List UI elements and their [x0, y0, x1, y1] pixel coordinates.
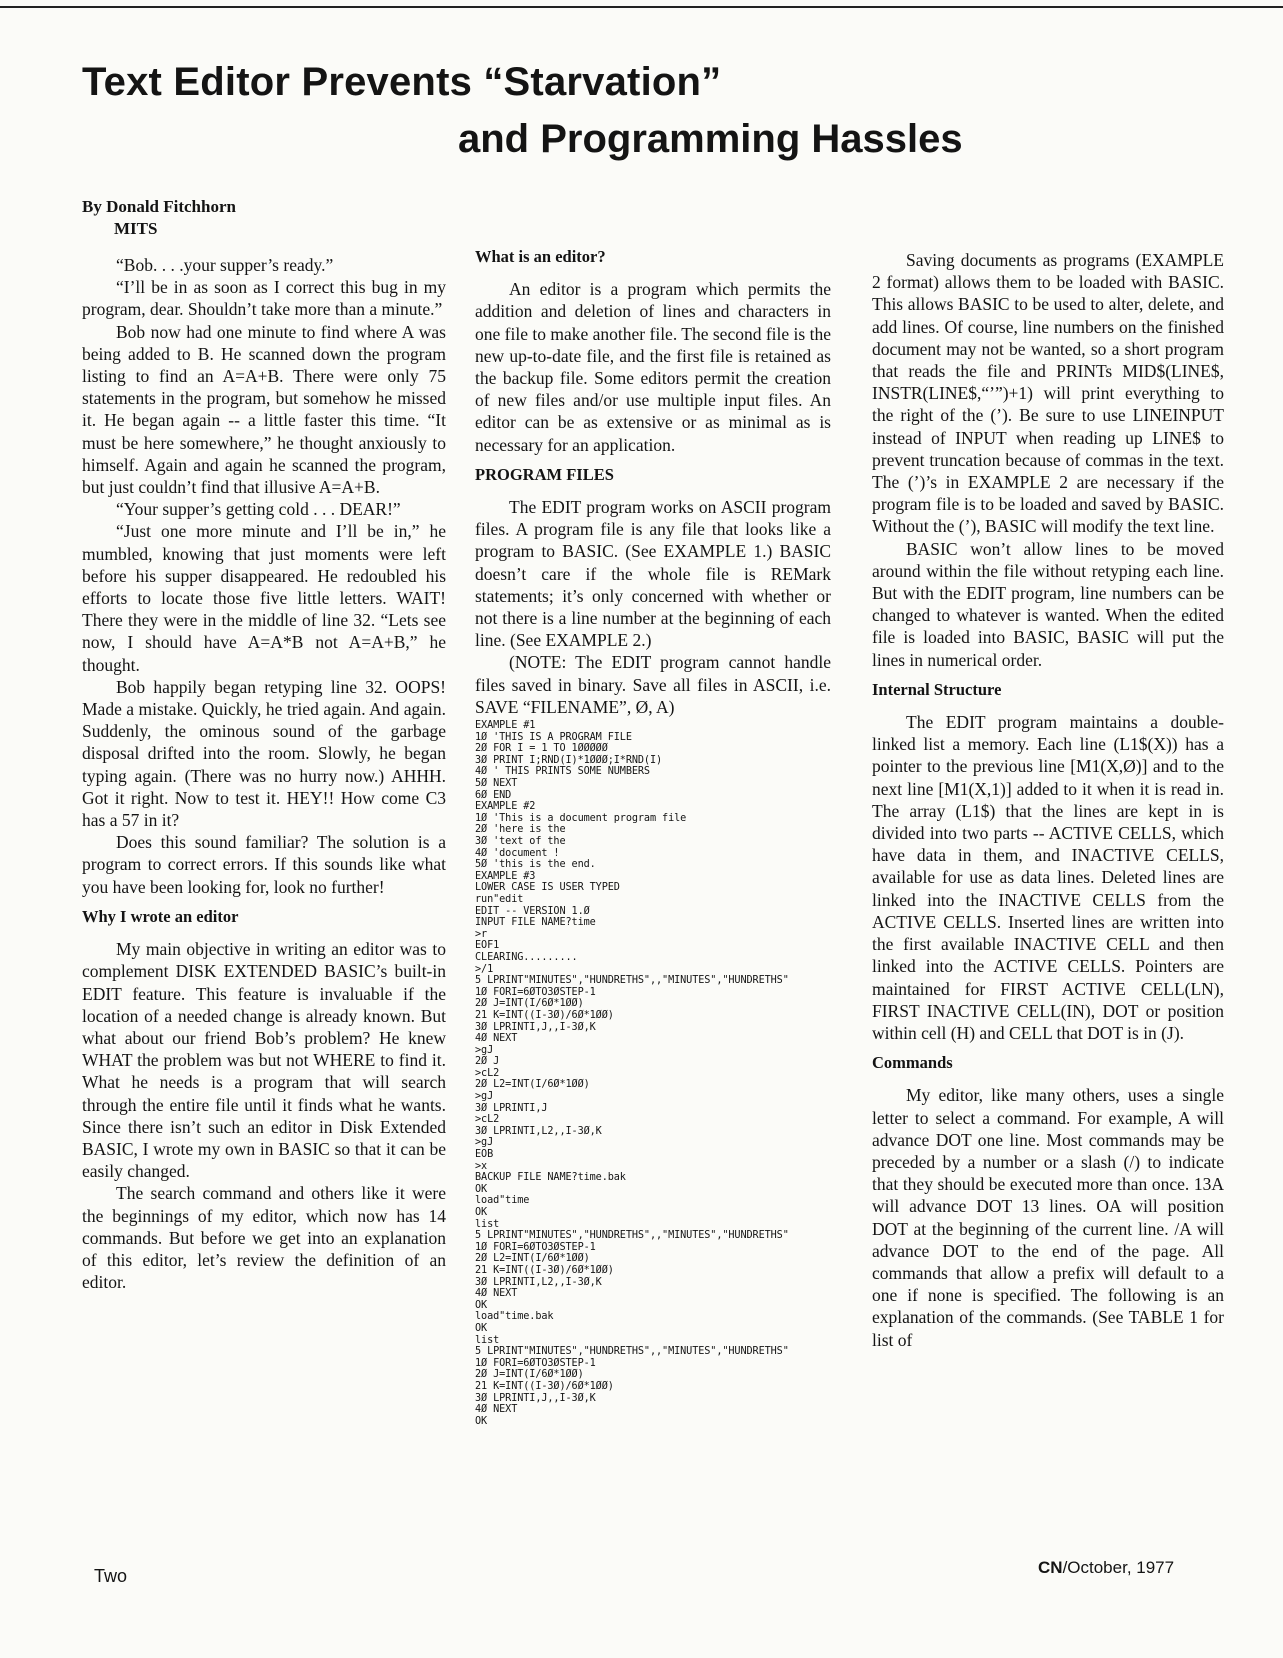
- paragraph: BASIC won’t allow lines to be moved around within the file without retyping each line. But with the EDIT program, line numbers can be changed to whatever is wanted. When the edited file is loaded into BASIC, BASIC will put the lines in numerical order.: [872, 538, 1224, 670]
- paragraph: Bob happily began retyping line 32. OOPS! Made a mistake. Quickly, he tried again. And again. Suddenly, the ominous sound of the garbage disposal drifted into the room. Slowly, he began typing again. (There was no hurry now.) AHHH. Got it right. Now to test it. HEY!! How come C3 has a 57 in it?: [82, 676, 446, 831]
- article-title-line-2: and Programming Hassles: [458, 117, 963, 161]
- column-1: [82, 254, 446, 1293]
- code-listing-examples: EXAMPLE #1 1Ø 'THIS IS A PROGRAM FILE 2Ø FOR I = 1 TO 1ØØØØØ 3Ø PRINT I;RND(I)*1ØØØ;I*RND(I) 4Ø ' THIS PRINTS SOME NUMBERS 5Ø NEXT 6Ø END EXAMPLE #2 1Ø 'This is a document program file 2Ø 'here is the 3Ø 'text of the 4Ø 'document ! 5Ø 'this is the end. EXAMPLE #3 LOWER CASE IS USER TYPED run"edit EDIT -- VERSION 1.Ø INPUT FILE NAME?time >r EOF1 CLEARING......... >/1 5 LPRINT"MINUTES","HUNDRETHS",,"MINUTES","HUNDRETHS" 1Ø FORI=6ØTO3ØSTEP-1 2Ø J=INT(I/6Ø*1ØØ) 21 K=INT((I-3Ø)/6Ø*1ØØ) 3Ø LPRINTI,J,,I-3Ø,K 4Ø NEXT >gJ 2Ø J >cL2 2Ø L2=INT(I/6Ø*1ØØ) >gJ 3Ø LPRINTI,J >cL2 3Ø LPRINTI,L2,,I-3Ø,K >gJ EOB >x BACKUP FILE NAME?time.bak OK load"time OK list 5 LPRINT"MINUTES","HUNDRETHS",,"MINUTES","HUNDRETHS" 1Ø FORI=6ØTO3ØSTEP-1 2Ø L2=INT(I/6Ø*1ØØ) 21 K=INT((I-3Ø)/6Ø*1ØØ) 3Ø LPRINTI,L2,,I-3Ø,K 4Ø NEXT OK load"time.bak OK list 5 LPRINT"MINUTES","HUNDRETHS",,"MINUTES","HUNDRETHS" 1Ø FORI=6ØTO3ØSTEP-1 2Ø J=INT(I/6Ø*1ØØ) 21 K=INT((I-3Ø)/6Ø*1ØØ) 3Ø LPRINTI,J,,I-3Ø,K 4Ø NEXT OK: [475, 720, 789, 1427]
- paragraph: “I’ll be in as soon as I correct this bug in my program, dear. Shouldn’t take more than a minute.”: [82, 277, 446, 320]
- column-2: [475, 247, 831, 1427]
- paragraph: The EDIT program works on ASCII program files. A program file is any file that looks like a program to BASIC. (See EXAMPLE 1.) BASIC doesn’t care if the whole file is REMark statements; it’s only concerned with whether or not there is a line number at the beginning of each line. (See EXAMPLE 2.): [475, 497, 831, 651]
- author-organization: MITS: [114, 219, 158, 238]
- paragraph: “Just one more minute and I’ll be in,” he mumbled, knowing that just moments were left before his supper disappeared. He redoubled his efforts to locate those five little letters. WAIT! There they were in the middle of line 32. “Lets see now, I should have A=A*B not A=A+B,” he thought.: [82, 521, 446, 675]
- top-rule: [0, 6, 1283, 8]
- magazine-name: CN: [1038, 1558, 1063, 1577]
- section-heading-what-is-an-editor: What is an editor?: [475, 247, 606, 266]
- paragraph: “Your supper’s getting cold . . . DEAR!”: [116, 499, 401, 520]
- paragraph: Saving documents as programs (EXAMPLE 2 format) allows them to be loaded with BASIC. This allows BASIC to be used to alter, delete, and add lines. Of course, line numbers on the finished document may not be wanted, so a short program that reads the file and PRINTs MID$(LINE$, INSTR(LINE$,“’”)+1) will print everything to the right of the (’). Be sure to use LINEINPUT instead of INPUT when reading up LINE$ to prevent truncation because of commas in the text. The (’)’s in EXAMPLE 2 are necessary if the program file is to be loaded and saved by BASIC. Without the (’), BASIC will modify the text line.: [872, 250, 1224, 537]
- column-3: [872, 249, 1224, 1351]
- paragraph: The EDIT program maintains a double-linked list a memory. Each line (L1$(X)) has a pointer to the previous line [M1(X,Ø)] and to the next line [M1(X,1)] added to it when it is read in. The array (L1$) that the lines are kept in is divided into two parts -- ACTIVE CELLS, which have data in them, and INACTIVE CELLS, available for use as data lines. Deleted lines are linked into the INACTIVE CELLS from the ACTIVE CELLS. Inserted lines are written into the first available INACTIVE CELL and then linked into the ACTIVE CELLS. Pointers are maintained for FIRST ACTIVE CELL(LN), FIRST INACTIVE CELL(IN), DOT or position within cell (H) and CELL that DOT is in (J).: [872, 712, 1224, 1043]
- magazine-issue-footer: [1038, 1558, 1174, 1578]
- section-heading-commands: Commands: [872, 1053, 953, 1073]
- article-title-line-1: Text Editor Prevents “Starvation”: [82, 60, 722, 104]
- paragraph: (NOTE: The EDIT program cannot handle files saved in binary. Save all files in ASCII, i.e. SAVE “FILENAME”, Ø, A): [475, 652, 831, 717]
- section-heading-why-i-wrote-an-editor: Why I wrote an editor: [82, 906, 239, 926]
- section-heading-program-files: PROGRAM FILES: [475, 464, 614, 484]
- author-name: By Donald Fitchhorn: [82, 197, 236, 216]
- section-heading-internal-structure: Internal Structure: [872, 679, 1002, 699]
- paragraph: My editor, like many others, uses a single letter to select a command. For example, A will advance DOT one line. Most commands may be preceded by a number or a slash (/) to indicate that they should be executed more than once. 13A will advance DOT 13 lines. OA will position DOT at the beginning of the current line. /A will advance DOT to the end of the page. All commands that allow a prefix will default to a one if none is specified. The following is an explanation of the commands. (See TABLE 1 for list of: [872, 1085, 1224, 1350]
- page-number: Two: [94, 1566, 128, 1586]
- paragraph: Does this sound familiar? The solution is a program to correct errors. If this sounds like what you have been looking for, look no further!: [82, 832, 446, 897]
- byline: [82, 196, 236, 240]
- paragraph: My main objective in writing an editor was to complement DISK EXTENDED BASIC’s built-in EDIT feature. This feature is invaluable if the location of a needed change is already known. But what about our friend Bob’s problem? He knew WHAT the problem was but not WHERE to find it. What he needs is a program that will search through the entire file until it finds what he wants. Since there isn’t such an editor in Disk Extended BASIC, I wrote my own in BASIC so that it can be easily changed.: [82, 939, 446, 1182]
- paragraph: Bob now had one minute to find where A was being added to B. He scanned down the program listing to find an A=A+B. There were only 75 statements in the program, but somehow he missed it. He began again -- a little faster this time. “It must be here somewhere,” he thought anxiously to himself. Again and again he scanned the program, but just couldn’t find that illusive A=A+B.: [82, 321, 446, 498]
- paragraph: The search command and others like it were the beginnings of my editor, which now has 14 commands. But before we get into an explanation of this editor, let’s review the definition of an editor.: [82, 1183, 446, 1293]
- paragraph: “Bob. . . .your supper’s ready.”: [116, 255, 334, 275]
- issue-date: /October, 1977: [1062, 1558, 1175, 1577]
- paragraph: An editor is a program which permits the addition and deletion of lines and characters in one file to make another file. The second file is the new up-to-date file, and the first file is retained as the backup file. Some editors permit the creation of new files and/or use multiple input files. An editor can be as extensive or as minimal as is necessary for an application.: [475, 279, 831, 455]
